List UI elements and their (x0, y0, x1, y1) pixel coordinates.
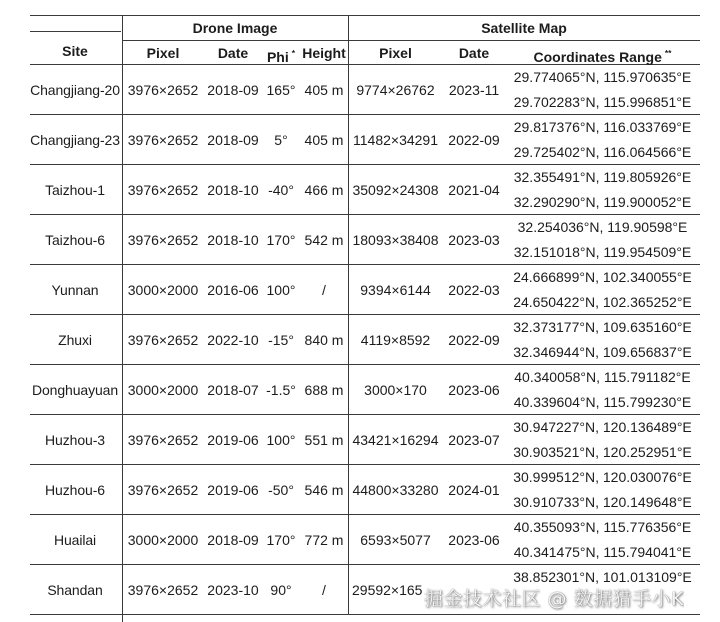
header-phi-label: Phi (266, 49, 289, 65)
phi-cell: -40° (268, 181, 294, 198)
coordinates-range-cell (505, 415, 700, 464)
satellite-pixel-cell: 9774×26762 (356, 81, 435, 98)
group-header-underline (123, 40, 700, 41)
drone-date-cell: 2023-10 (207, 581, 259, 598)
drone-date-cell: 2018-09 (207, 81, 259, 98)
coordinate-end: 30.903521°N, 120.252951°E (513, 443, 692, 460)
coordinate-start: 38.852301°N, 101.013109°E (513, 569, 692, 585)
height-cell: 546 m (304, 481, 344, 498)
coordinate-start: 30.947227°N, 120.136489°E (513, 419, 692, 435)
drone-date-cell: 2018-10 (207, 181, 259, 198)
header-satellite-map: Satellite Map (481, 20, 567, 36)
table-row (0, 415, 720, 464)
drone-date-cell: 2018-07 (207, 381, 259, 398)
coordinate-end: 40.339604°N, 115.799230°E (513, 393, 692, 410)
header-phi-footnote-mark: * (291, 48, 296, 58)
drone-date-cell: 2022-10 (207, 331, 259, 348)
header-satellite-pixel: Pixel (379, 45, 412, 61)
drone-pixel-cell: 3976×2652 (127, 331, 199, 348)
height-cell: 840 m (304, 331, 344, 348)
table-row (0, 65, 720, 114)
coordinate-end: 30.910733°N, 120.149648°E (513, 493, 692, 510)
table-row (0, 115, 720, 164)
height-cell: 405 m (304, 131, 344, 148)
top-rule (30, 15, 700, 16)
coordinates-range-cell (505, 215, 700, 264)
drone-date-cell: 2019-06 (207, 481, 259, 498)
coordinates-range-cell (505, 315, 700, 364)
site-cell: Taizhou-6 (45, 231, 105, 248)
site-cell: Changjiang-23 (30, 131, 120, 148)
height-cell: 772 m (304, 531, 344, 548)
satellite-pixel-cell: 44800×33280 (352, 481, 439, 498)
header-phi (262, 43, 300, 63)
site-cell: Huzhou-3 (45, 431, 105, 448)
phi-cell: 5° (274, 131, 288, 148)
header-coordinates-label: Coordinates Range (533, 49, 662, 65)
satellite-pixel-cell: 3000×170 (364, 381, 427, 398)
phi-cell: -1.5° (266, 381, 296, 398)
coordinate-start: 32.355491°N, 119.805926°E (513, 169, 692, 185)
drone-date-cell: 2016-06 (207, 281, 259, 298)
phi-cell: -50° (268, 481, 294, 498)
drone-pixel-cell: 3000×2000 (127, 281, 199, 298)
drone-date-cell: 2018-09 (207, 131, 259, 148)
drone-pixel-cell: 3976×2652 (127, 481, 199, 498)
height-cell: 405 m (304, 81, 344, 98)
coordinates-range-cell (505, 65, 700, 114)
site-header-rule (30, 31, 121, 32)
coordinate-end: 32.346944°N, 109.656837°E (513, 343, 692, 360)
coordinate-end: 29.725402°N, 116.064566°E (513, 143, 692, 160)
drone-pixel-cell: 3976×2652 (127, 231, 199, 248)
height-cell: 688 m (304, 381, 344, 398)
satellite-date-cell: 2021-04 (448, 181, 500, 198)
coordinates-range-cell (505, 365, 700, 414)
drone-date-cell: 2018-09 (207, 531, 259, 548)
satellite-pixel-cell: 11482×34291 (353, 131, 438, 148)
satellite-pixel-cell: 4119×8592 (360, 331, 431, 348)
satellite-date-cell: 2023-11 (448, 81, 500, 98)
drone-pixel-cell: 3976×2652 (127, 581, 199, 598)
height-cell: / (322, 581, 326, 598)
header-site: Site (62, 43, 88, 59)
coordinate-start: 32.373177°N, 109.635160°E (513, 319, 692, 335)
site-cell: Huailai (53, 531, 97, 548)
header-drone-date: Date (217, 45, 249, 61)
site-cell: Changjiang-20 (30, 81, 120, 98)
coordinate-start: 29.817376°N, 116.033769°E (513, 119, 692, 135)
satellite-date-cell: 2022-09 (448, 131, 500, 148)
table-row (0, 365, 720, 414)
coordinate-start: 32.254036°N, 119.90598°E (517, 219, 688, 235)
satellite-date-cell: 2024-01 (448, 481, 500, 498)
drone-date-cell: 2019-06 (207, 431, 259, 448)
satellite-pixel-cell: 43421×16294 (352, 431, 439, 448)
site-cell: Huzhou-6 (45, 481, 105, 498)
coordinate-start: 40.355093°N, 115.776356°E (513, 519, 692, 535)
phi-cell: 165° (266, 81, 296, 98)
coordinates-range-cell (505, 515, 700, 564)
table-row (0, 265, 720, 314)
phi-cell: 170° (266, 231, 296, 248)
table-row (0, 315, 720, 364)
site-cell: Yunnan (51, 281, 99, 298)
drone-pixel-cell: 3976×2652 (127, 181, 199, 198)
table-row (0, 165, 720, 214)
satellite-date-cell: 2023-06 (448, 531, 500, 548)
header-satellite-date: Date (458, 45, 490, 61)
phi-cell: 90° (270, 581, 292, 598)
coordinate-start: 40.340058°N, 115.791182°E (514, 369, 691, 385)
phi-cell: -15° (268, 331, 294, 348)
coordinate-start: 24.666899°N, 102.340055°E (513, 269, 692, 285)
watermark: 掘金技术社区 @ 数据猎手小K (424, 588, 685, 610)
height-cell: 466 m (304, 181, 344, 198)
satellite-pixel-cell: 18093×38408 (352, 231, 439, 248)
header-drone-image: Drone Image (192, 20, 278, 36)
satellite-date-cell: 2023-07 (448, 431, 500, 448)
coordinate-start: 29.774065°N, 115.970635°E (513, 69, 692, 85)
site-cell: Taizhou-1 (45, 181, 105, 198)
height-cell: / (322, 281, 326, 298)
phi-cell: 170° (266, 531, 296, 548)
satellite-pixel-cell: 35092×24308 (352, 181, 439, 198)
table-row (0, 215, 720, 264)
table-row (0, 515, 720, 564)
satellite-pixel-cell: 29592×165 (352, 581, 423, 598)
height-cell: 551 m (304, 431, 344, 448)
drone-pixel-cell: 3976×2652 (127, 131, 199, 148)
coordinates-range-cell (505, 165, 700, 214)
phi-cell: 100° (266, 281, 296, 298)
coordinates-range-cell (505, 465, 700, 514)
coordinates-range-cell (505, 115, 700, 164)
satellite-date-cell: 2022-03 (448, 281, 500, 298)
header-coordinates-footnote-mark: ** (664, 48, 672, 58)
header-height: Height (302, 45, 346, 61)
header-drone-pixel: Pixel (146, 45, 180, 61)
site-cell: Zhuxi (58, 331, 92, 348)
coordinate-end: 32.290290°N, 119.900052°E (513, 193, 692, 210)
coordinate-end: 32.151018°N, 119.954509°E (513, 243, 692, 260)
drone-pixel-cell: 3000×2000 (127, 381, 199, 398)
row-separator (30, 614, 700, 615)
phi-cell: 100° (266, 431, 296, 448)
drone-pixel-cell: 3976×2652 (127, 81, 199, 98)
coordinate-end: 24.650422°N, 102.365252°E (513, 293, 692, 310)
satellite-pixel-cell: 9394×6144 (360, 281, 431, 298)
height-cell: 542 m (304, 231, 344, 248)
satellite-date-cell: 2022-09 (448, 331, 500, 348)
coordinates-range-cell (505, 265, 700, 314)
coordinate-end: 29.702283°N, 115.996851°E (513, 93, 692, 110)
satellite-pixel-cell: 6593×5077 (360, 531, 431, 548)
satellite-date-cell: 2023-03 (448, 231, 500, 248)
site-cell: Donghuayuan (31, 381, 119, 398)
drone-pixel-cell: 3976×2652 (127, 431, 199, 448)
drone-pixel-cell: 3000×2000 (127, 531, 199, 548)
table-row (0, 465, 720, 514)
coordinate-end: 40.341475°N, 115.794041°E (513, 543, 692, 560)
site-cell: Shandan (47, 581, 103, 598)
drone-date-cell: 2018-10 (207, 231, 259, 248)
header-coordinates-range (505, 43, 700, 63)
coordinate-start: 30.999512°N, 120.030076°E (513, 469, 692, 485)
satellite-date-cell: 2023-06 (448, 381, 500, 398)
